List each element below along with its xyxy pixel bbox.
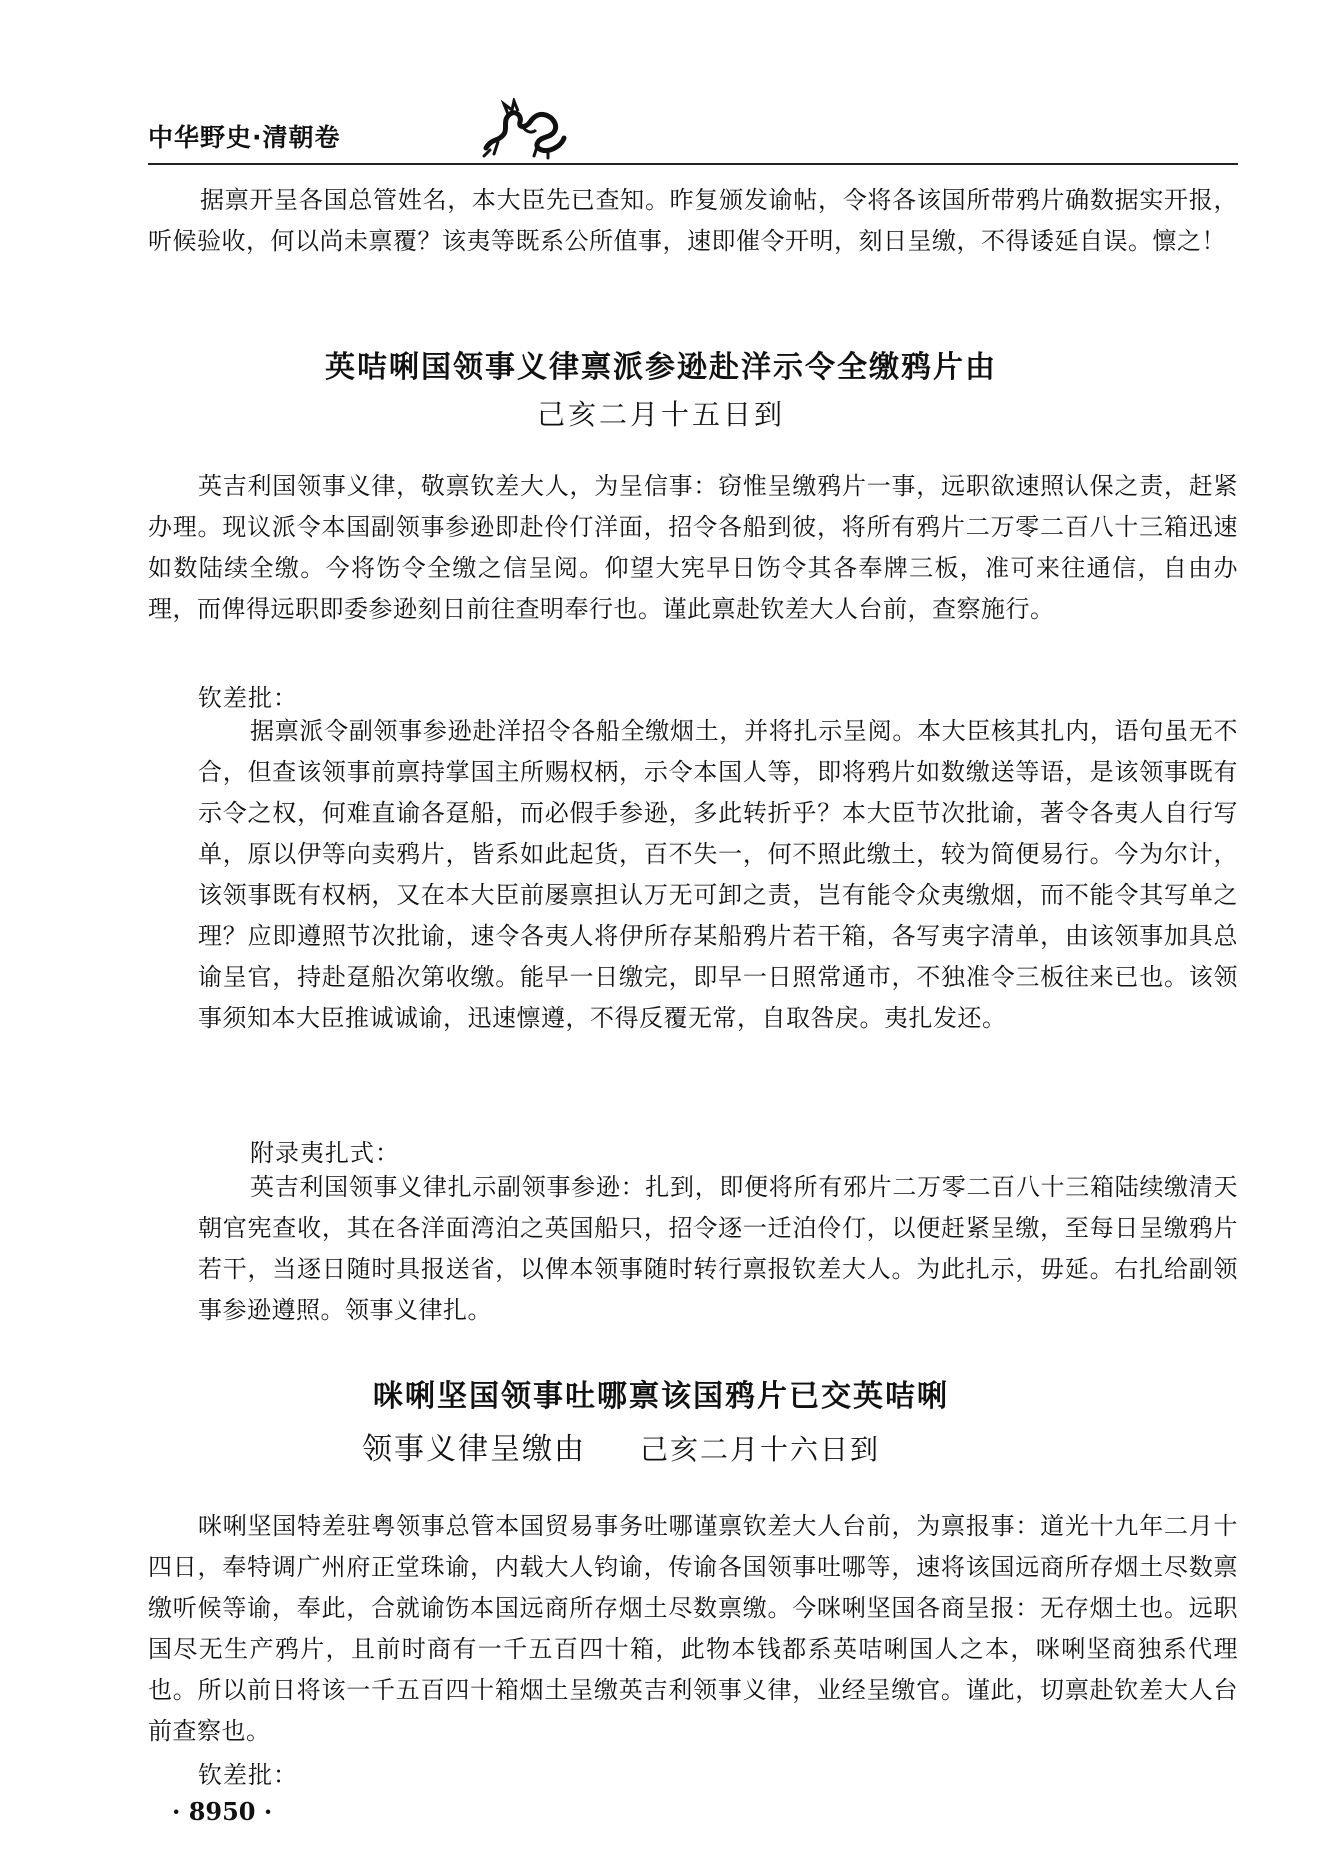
- section1-date: 己亥二月十五日到: [536, 398, 785, 431]
- section2-date: 己亥二月十六日到: [639, 1433, 880, 1466]
- running-head-title: 中华野史·清朝卷: [148, 123, 341, 152]
- section1-title: 英咭唎国领事义律禀派参逊赴洋示令全缴鸦片由: [325, 350, 997, 385]
- section2-title-text: 领事义律呈缴由: [361, 1432, 586, 1467]
- section2-body: 咪唎坚国特差驻粤领事总管本国贸易事务吐哪谨禀钦差大人台前，为禀报事：道光十九年二月十四日，奉特调广州府正堂珠谕，内载大人钧谕，传谕各国领事吐哪等，速将该国远商所存烟土尽数禀缴听候等谕，奉此，合就谕饬本国远商所存烟土尽数禀缴。今咪唎坚国各商呈报：无存烟土也。远职国尽无生产鸦片，且前时商有一千五百四十箱，此物本钱都系英咭唎国人之本，咪唎坚商独系代理也。所以前日将该一千五百四十箱烟土呈缴英吉利领事义律，业经呈缴官。谨此，切禀赴钦差大人台前查察也。: [148, 1512, 1238, 1745]
- header-rule: [148, 163, 1238, 165]
- section2-title-line2: [0, 1424, 1282, 1468]
- section1-endorsement-label: 钦差批：: [198, 684, 298, 712]
- dragon-icon: [478, 98, 568, 160]
- section2-title-line1: 咪唎坚国领事吐哪禀该国鸦片已交英咭唎: [373, 1379, 949, 1414]
- section2-endorsement-label: 钦差批：: [198, 1761, 298, 1789]
- section1-endorsement: 据禀派令副领事参逊赴洋招令各船全缴烟土，并将扎示呈阅。本大臣核其扎内，语句虽无不合，但查该领事前禀持掌国主所赐权柄，示令本国人等，即将鸦片如数缴送等语，是该领事既有示令之权，何难直谕各趸船，而必假手参逊，多此转折乎？本大臣节次批谕，著令各夷人自行写单，原以伊等向卖鸦片，皆系如此起货，百不失一，何不照此缴土，较为简便易行。今为尔计，该领事既有权柄，又在本大臣前屡禀担认万无可卸之责，岂有能令众夷缴烟，而不能令其写单之理？应即遵照节次批谕，速令各夷人将伊所存某船鸦片若干箱，各写夷字清单，由该领事加具总谕呈官，持赴趸船次第收缴。能早一日缴完，即早一日照常通市，不独准令三板往来已也。该领事须知本大臣推诚诚谕，迅速懔遵，不得反覆无常，自取咎戾。夷扎发还。: [198, 717, 1238, 1032]
- page-number: · 8950 ·: [172, 1797, 273, 1826]
- appendix-label: 附录夷扎式：: [250, 1139, 400, 1167]
- section1-body: 英吉利国领事义律，敬禀钦差大人，为呈信事：窃惟呈缴鸦片一事，远职欲速照认保之责，赶紧办理。现议派令本国副领事参逊即赴伶仃洋面，招令各船到彼，将所有鸦片二万零二百八十三箱迅速如数陆续全缴。今将饬令全缴之信呈阅。仰望大宪早日饬令其各奉牌三板，准可来往通信，自由办理，而俾得远职即委参逊刻日前往查明奉行也。谨此禀赴钦差大人台前，查察施行。: [148, 472, 1238, 623]
- appendix-body: 英吉利国领事义律扎示副领事参逊：扎到，即便将所有邪片二万零二百八十三箱陆续缴清天朝官宪查收，其在各洋面湾泊之英国船只，招令逐一迁泊伶仃，以便赶紧呈缴，至每日呈缴鸦片若干，当逐日随时具报送省，以俾本领事随时转行禀报钦差大人。为此扎示，毋延。右扎给副领事参逊遵照。领事义律扎。: [198, 1173, 1238, 1324]
- previous-reply-paragraph: 据禀开呈各国总管姓名，本大臣先已查知。昨复颁发谕帖，令将各该国所带鸦片确数据实开报，听候验收，何以尚未禀覆？该夷等既系公所值事，速即催令开明，刻日呈缴，不得诿延自误。懔之！: [148, 186, 1238, 255]
